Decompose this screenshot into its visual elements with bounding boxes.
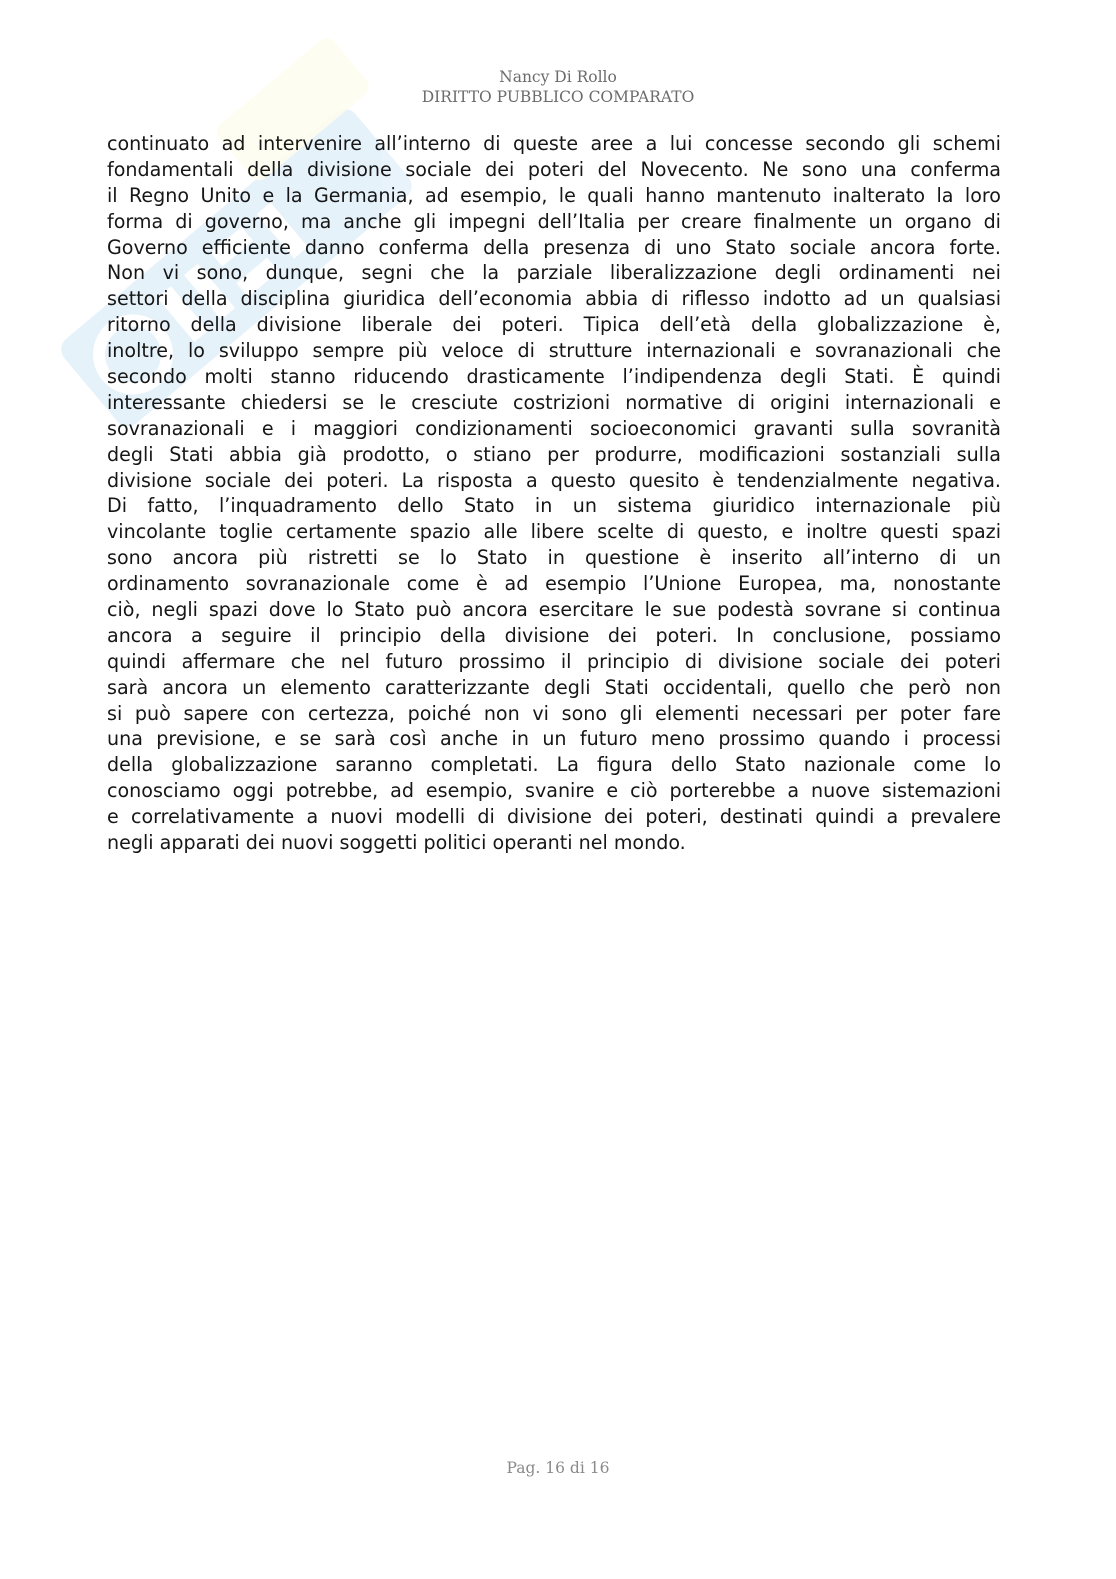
text-line: Governo efficiente danno conferma della presenza di uno Stato sociale ancora forte. [107,235,1001,259]
body-paragraph [107,131,1001,856]
text-line: ciò, negli spazi dove lo Stato può ancora esercitare le sue podestà sovrane si continua [107,598,1001,622]
text-line: settori della disciplina giuridica dell’economia abbia di riflesso indotto ad un qualsiasi [107,287,1001,311]
text-line: si può sapere con certezza, poiché non vi sono gli elementi necessari per poter fare [107,701,1001,725]
text-line: inoltre, lo sviluppo sempre più veloce di strutture internazionali e sovranazionali che [107,339,1001,363]
text-line: ancora a seguire il principio della divisione dei poteri. In conclusione, possiamo [107,623,1001,647]
text-line: secondo molti stanno riducendo drasticamente l’indipendenza degli Stati. È quindi [107,365,1001,389]
text-line: sarà ancora un elemento caratterizzante degli Stati occidentali, quello che però non [107,675,1001,699]
page-header [0,67,1116,107]
page-number: Pag. 16 di 16 [506,1459,610,1477]
text-line: Di fatto, l’inquadramento dello Stato in un sistema giuridico internazionale più [107,494,1001,518]
text-line: divisione sociale dei poteri. La risposta a questo quesito è tendenzialmente negativa. [107,468,1001,492]
text-line: e correlativamente a nuovi modelli di divisione dei poteri, destinati quindi a prevalere [107,805,1001,829]
text-line: della globalizzazione saranno completati. La figura dello Stato nazionale come lo [107,753,1001,777]
text-line: sovranazionali e i maggiori condizionamenti socioeconomici gravanti sulla sovranità [107,416,1001,440]
text-line: il Regno Unito e la Germania, ad esempio, le quali hanno mantenuto inalterato la loro [107,183,1001,207]
header-author: Nancy Di Rollo [499,68,617,86]
text-line: negli apparati dei nuovi soggetti politici operanti nel mondo. [107,831,686,855]
text-line: interessante chiedersi se le cresciute costrizioni normative di origini internazionali e [107,390,1001,414]
text-line: ordinamento sovranazionale come è ad esempio l’Unione Europea, ma, nonostante [107,572,1001,596]
text-line: fondamentali della divisione sociale dei poteri del Novecento. Ne sono una conferma [107,157,1001,181]
text-line: conosciamo oggi potrebbe, ad esempio, svanire e ciò porterebbe a nuove sistemazioni [107,779,1001,803]
text-line: ritorno della divisione liberale dei poteri. Tipica dell’età della globalizzazione è, [107,313,1001,337]
text-line: degli Stati abbia già prodotto, o stiano per produrre, modificazioni sostanziali sulla [107,442,1001,466]
text-line: Non vi sono, dunque, segni che la parziale liberalizzazione degli ordinamenti nei [107,261,1001,285]
header-course-title: DIRITTO PUBBLICO COMPARATO [421,88,695,106]
text-line: una previsione, e se sarà così anche in un futuro meno prossimo quando i processi [107,727,1001,751]
text-line: vincolante toglie certamente spazio alle libere scelte di questo, e inoltre questi spazi [107,520,1001,544]
text-line: quindi affermare che nel futuro prossimo il principio di divisione sociale dei poteri [107,649,1001,673]
text-line: sono ancora più ristretti se lo Stato in questione è inserito all’interno di un [107,546,1001,570]
text-line: forma di governo, ma anche gli impegni dell’Italia per creare finalmente un organo di [107,209,1001,233]
text-line: continuato ad intervenire all’interno di queste aree a lui concesse secondo gli schemi [107,132,1001,155]
